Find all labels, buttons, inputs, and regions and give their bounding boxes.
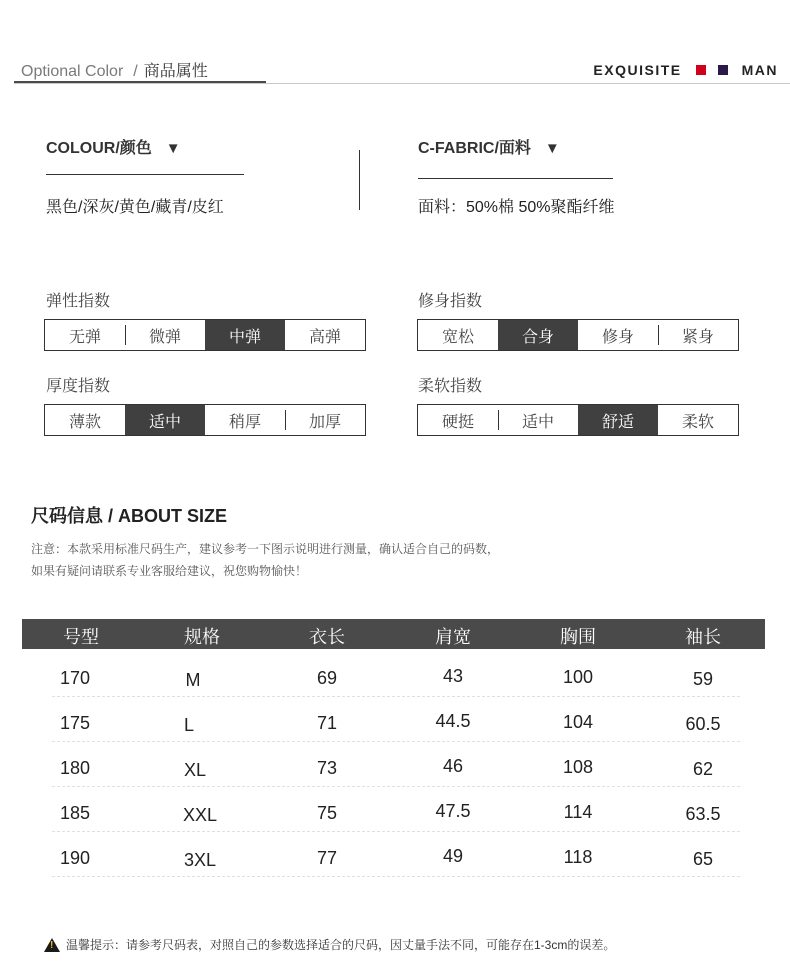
col-header: 肩宽 xyxy=(435,627,471,647)
table-cell: 118 xyxy=(563,847,593,867)
table-cell: M xyxy=(185,670,201,690)
table-cell: 100 xyxy=(562,667,594,687)
table-cell: 69 xyxy=(316,668,338,688)
scale-option: 薄款 xyxy=(68,413,101,431)
table-cell: 71 xyxy=(316,713,338,733)
scale-option-selected: 中弹 xyxy=(205,320,285,350)
arrow-down-icon: ▼ xyxy=(544,140,560,157)
section-title-cn: 商品属性 xyxy=(143,63,208,80)
brand-logo xyxy=(593,62,778,78)
table-cell: 104 xyxy=(562,712,594,732)
row-divider xyxy=(52,876,740,877)
scale-option: 微弹 xyxy=(125,320,205,350)
scale-option: 柔软 xyxy=(681,413,714,431)
row-divider xyxy=(52,741,740,742)
table-cell: XXL xyxy=(182,805,218,825)
header-divider xyxy=(14,83,790,84)
arrow-down-icon: ▼ xyxy=(165,140,181,157)
scale-option: 紧身 xyxy=(658,320,738,350)
fit-scale xyxy=(417,319,739,351)
table-cell: 62 xyxy=(692,759,714,779)
colour-underline xyxy=(46,174,244,175)
col-header: 号型 xyxy=(63,627,99,647)
colour-value: 黑色/深灰/黄色/藏青/皮红 xyxy=(46,199,224,216)
table-cell: L xyxy=(183,715,195,735)
row-divider xyxy=(52,696,740,697)
brand-red-square xyxy=(696,65,706,75)
row-divider xyxy=(52,786,740,787)
thickness-label: 厚度指数 xyxy=(46,378,111,395)
size-note-line2: 如果有疑问请联系专业客服给建议，祝您购物愉快！ xyxy=(31,564,308,578)
scale-option: 稍厚 xyxy=(228,413,261,431)
title-separator: / xyxy=(133,63,138,80)
thickness-scale xyxy=(44,404,366,436)
table-cell: 65 xyxy=(692,849,714,869)
elasticity-scale xyxy=(44,319,366,351)
size-table-header xyxy=(22,619,765,649)
table-cell: 114 xyxy=(563,802,593,822)
scale-option: 硬挺 xyxy=(441,413,474,431)
attribute-divider xyxy=(359,150,360,210)
col-header: 袖长 xyxy=(685,627,721,647)
scale-option: 无弹 xyxy=(68,328,101,346)
scale-option-selected: 适中 xyxy=(125,405,205,435)
fabric-title xyxy=(418,135,560,158)
brand-navy-square xyxy=(718,65,728,75)
colour-title xyxy=(46,135,181,158)
col-header: 规格 xyxy=(184,627,220,647)
warning-icon xyxy=(44,938,60,952)
size-note-line1: 注意：本款采用标准尺码生产，建议参考一下图示说明进行测量，确认适合自己的码数， xyxy=(31,542,500,556)
fabric-underline xyxy=(418,178,613,179)
scale-option: 宽松 xyxy=(441,328,474,346)
scale-option-selected: 合身 xyxy=(498,320,578,350)
table-cell: XL xyxy=(183,760,207,780)
row-divider xyxy=(52,831,740,832)
section-title-en: Optional Color xyxy=(21,63,124,80)
table-cell: 60.5 xyxy=(685,714,721,734)
scale-option: 适中 xyxy=(498,405,578,435)
softness-label: 柔软指数 xyxy=(418,378,483,395)
table-cell: 108 xyxy=(562,757,594,777)
table-cell: 63.5 xyxy=(685,804,721,824)
table-cell: 59 xyxy=(692,669,714,689)
scale-option: 加厚 xyxy=(285,405,365,435)
fabric-value: 面料：50%棉 50%聚酯纤维 xyxy=(418,199,615,216)
table-cell: 46 xyxy=(442,756,464,776)
scale-option: 高弹 xyxy=(308,328,341,346)
brand-word-right: MAN xyxy=(741,62,778,78)
warning-text: 温馨提示：请参考尺码表，对照自己的参数选择适合的尺码，因丈量手法不同，可能存在1-3cm的误差。 xyxy=(66,938,616,952)
table-cell: 170 xyxy=(59,668,91,688)
fit-label: 修身指数 xyxy=(418,293,483,310)
table-cell: 73 xyxy=(316,758,338,778)
table-cell: 43 xyxy=(442,666,464,686)
col-header: 胸围 xyxy=(560,627,596,647)
brand-word-left: EXQUISITE xyxy=(593,62,682,78)
table-cell: 3XL xyxy=(183,850,217,870)
scale-option-selected: 舒适 xyxy=(578,405,658,435)
scale-option: 修身 xyxy=(601,328,634,346)
table-cell: 75 xyxy=(316,803,338,823)
fabric-title-text: C-FABRIC/面料 xyxy=(418,140,531,157)
table-cell: 180 xyxy=(59,758,91,778)
table-cell: 44.5 xyxy=(435,711,471,731)
elasticity-label: 弹性指数 xyxy=(46,293,111,310)
col-header: 衣长 xyxy=(309,627,345,647)
section-header xyxy=(21,58,208,81)
size-warning xyxy=(44,936,615,953)
table-cell: 77 xyxy=(316,848,338,868)
table-cell: 190 xyxy=(59,848,91,868)
table-cell: 47.5 xyxy=(435,801,471,821)
table-cell: 175 xyxy=(59,713,91,733)
table-cell: 185 xyxy=(59,803,91,823)
table-cell: 49 xyxy=(442,846,464,866)
colour-title-text: COLOUR/颜色 xyxy=(46,140,152,157)
size-section-title: 尺码信息 / ABOUT SIZE xyxy=(31,506,228,526)
softness-scale xyxy=(417,404,739,436)
